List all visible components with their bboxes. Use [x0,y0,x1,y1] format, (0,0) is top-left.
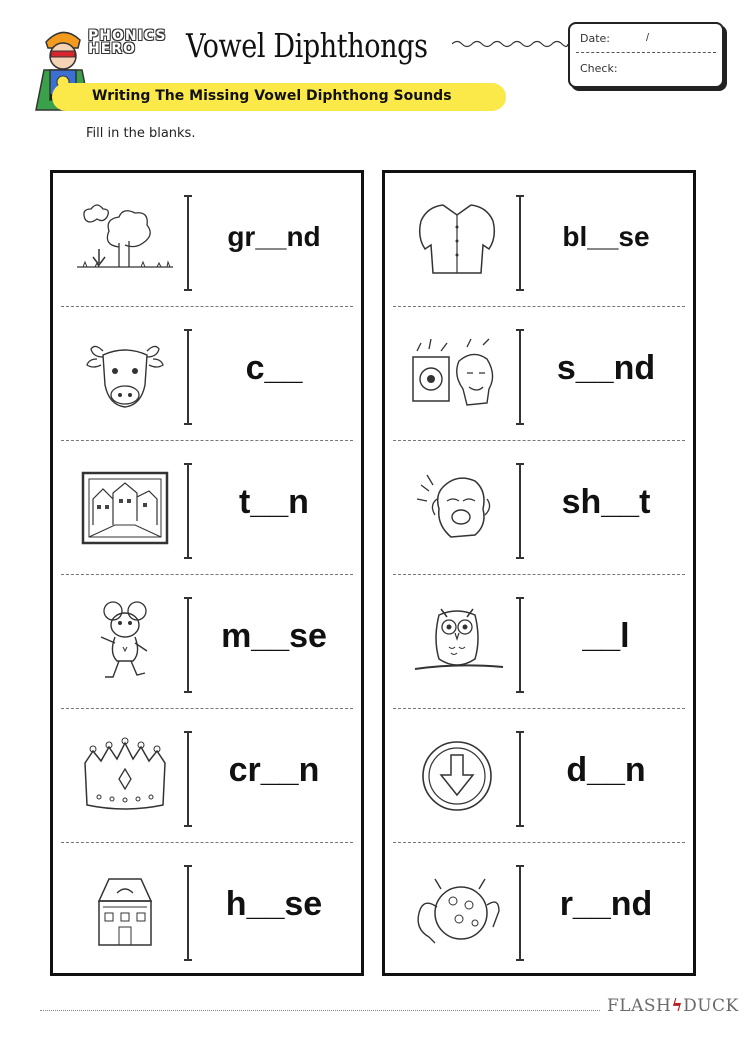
blank-word: r__nd [559,885,653,923]
row-divider-bar [519,597,521,693]
mouse-icon [75,599,175,685]
row-divider-bar [187,195,189,291]
word-row [385,307,693,441]
shout-icon [407,465,507,551]
date-check-box [568,22,724,88]
word-row [53,843,361,977]
row-divider-bar [519,731,521,827]
row-divider-bar [187,865,189,961]
cow-icon [75,331,175,417]
date-slash: / [646,32,650,44]
date-divider [576,52,716,53]
blank-word: s__nd [556,349,656,387]
word-row [385,709,693,843]
word-row [385,441,693,575]
wavy-line-decoration [452,36,568,52]
word-row [53,441,361,575]
word-row [53,575,361,709]
worksheet-title: Vowel Diphthongs [186,26,428,65]
row-divider-bar [187,731,189,827]
down-arrow-icon [407,733,507,819]
blouse-icon [407,197,507,283]
word-row [385,173,693,307]
word-row [385,575,693,709]
town-icon [75,465,175,551]
row-divider-bar [519,463,521,559]
row-divider-bar [187,597,189,693]
flashduck-logo: FLASHϟDUCK [607,996,739,1016]
worksheet-header [0,0,748,150]
word-row [53,307,361,441]
footer-dotted-line [40,1010,600,1011]
ground-icon [75,197,175,283]
right-word-panel [382,170,696,976]
blank-word: gr__nd [227,221,321,252]
blank-word: t__n [239,483,309,521]
blank-word: sh__t [561,483,651,521]
blank-word: __l [582,617,630,655]
blank-word: cr__n [228,751,320,789]
blank-word: m__se [221,617,327,655]
round-icon [407,867,507,953]
blank-word: c__ [245,349,303,387]
blank-word: h__se [225,885,323,923]
blank-word: bl__se [562,221,650,252]
word-row [385,843,693,977]
row-divider-bar [519,195,521,291]
worksheet-subtitle: Writing The Missing Vowel Diphthong Sounds [92,88,452,104]
sound-icon [407,331,507,417]
row-divider-bar [187,463,189,559]
instructions: Fill in the blanks. [86,126,196,141]
check-label: Check: [580,62,618,75]
blank-word: d__n [566,751,646,789]
word-row [53,173,361,307]
lightning-bolt-icon: ϟ [671,996,684,1016]
crown-icon [75,733,175,819]
house-icon [75,867,175,953]
row-divider-bar [187,329,189,425]
row-divider-bar [519,329,521,425]
row-divider-bar [519,865,521,961]
owl-icon [407,599,507,685]
date-label: Date: [580,32,610,45]
phonics-hero-logo: PHONICS HERO [88,28,167,57]
word-row [53,709,361,843]
left-word-panel [50,170,364,976]
